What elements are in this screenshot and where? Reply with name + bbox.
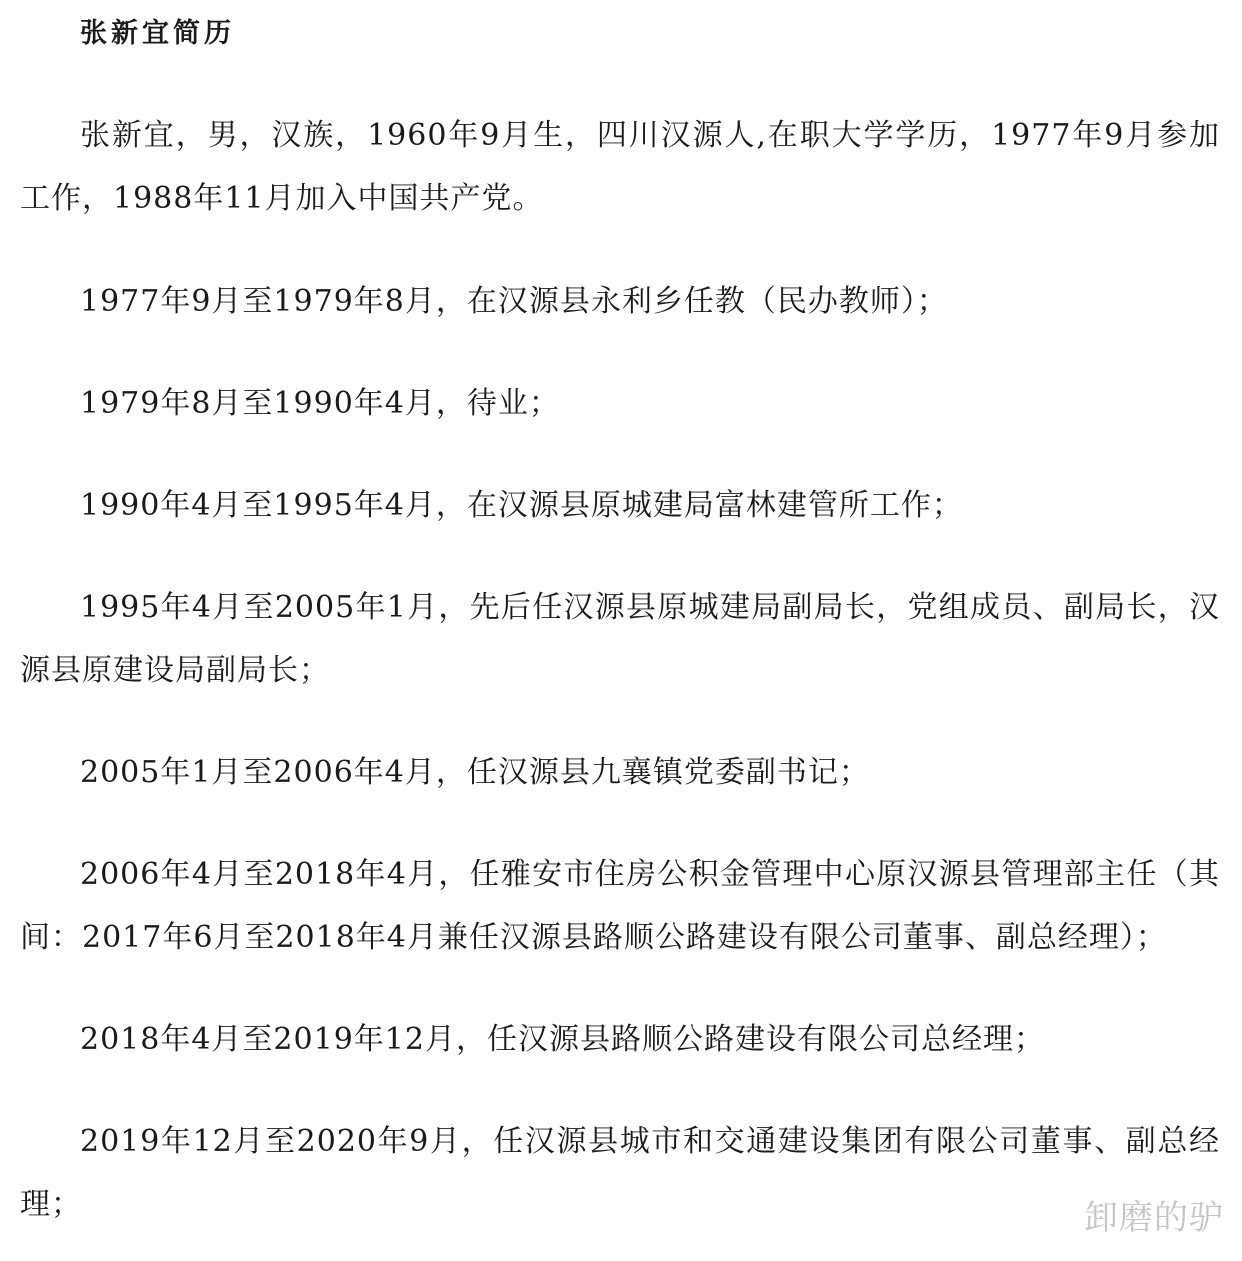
document-title: 张新宜简历 (80, 18, 235, 49)
intro-paragraph: 张新宜，男，汉族，1960年9月生，四川汉源人,在职大学学历，1977年9月参加工作，1988年11月加入中国共产党。 (20, 118, 1220, 216)
resume-entry: 2006年4月至2018年4月，任雅安市住房公积金管理中心原汉源县管理部主任（其间：2017年6月至2018年4月兼任汉源县路顺公路建设有限公司董事、副总经理）； (20, 857, 1220, 955)
resume-entry: 2019年12月至2020年9月，任汉源县城市和交通建设集团有限公司董事、副总经理； (20, 1124, 1220, 1222)
watermark-text: 卸磨的驴 (1084, 1198, 1224, 1238)
resume-entry: 1979年8月至1990年4月，待业； (80, 386, 560, 421)
resume-entry: 1995年4月至2005年1月，先后任汉源县原城建局副局长，党组成员、副局长，汉源县原建设局副局长； (20, 590, 1220, 688)
resume-entry: 1990年4月至1995年4月，在汉源县原城建局富林建管所工作； (80, 488, 963, 523)
resume-entry: 2005年1月至2006年4月，任汉源县九襄镇党委副书记； (80, 755, 870, 790)
resume-entry: 2018年4月至2019年12月，任汉源县路顺公路建设有限公司总经理； (80, 1022, 1045, 1057)
resume-entry: 1977年9月至1979年8月，在汉源县永利乡任教（民办教师）； (80, 284, 948, 319)
